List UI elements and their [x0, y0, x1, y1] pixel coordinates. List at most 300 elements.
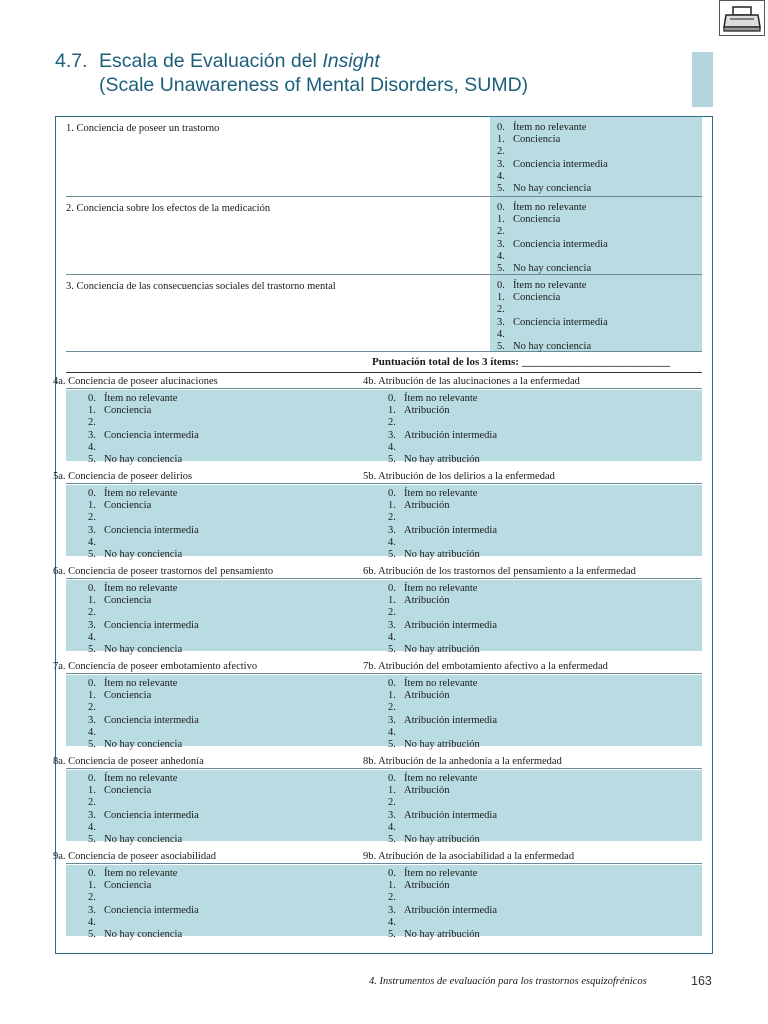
option-label: Atribución intermedia	[404, 904, 498, 916]
option-label: Atribución	[404, 880, 450, 892]
option-label: Atribución	[404, 690, 450, 702]
option-number: 0.	[88, 773, 96, 784]
option-number: 1.	[88, 405, 96, 417]
option-label: No hay atribución	[404, 644, 480, 656]
title-line2: (Scale Unawareness of Mental Disorders, SUMD)	[99, 74, 529, 96]
paired-item-header	[53, 660, 702, 674]
item-row	[66, 117, 702, 197]
option-number: 0.	[497, 122, 505, 133]
option-label: Conciencia intermedia	[104, 714, 199, 726]
option-number: 0.	[388, 393, 396, 404]
option-label: Ítem no relevante	[104, 868, 178, 879]
option-label: Conciencia	[104, 405, 152, 417]
item-row	[66, 275, 702, 352]
paired-item-header	[53, 755, 702, 769]
paired-item-header	[53, 850, 702, 864]
option-label: No hay conciencia	[104, 834, 183, 846]
total-score-row	[66, 352, 702, 373]
option-number: 2.	[388, 512, 396, 524]
option-number: 0.	[497, 280, 505, 291]
option-number: 5.	[388, 739, 396, 751]
attribution-scale	[388, 583, 497, 656]
scale-option	[497, 134, 608, 146]
option-number: 4.	[88, 726, 96, 738]
attribution-label: 6b. Atribución de los trastornos del pensamiento a la enfermedad	[363, 566, 636, 577]
attribution-label: 8b. Atribución de la anhedonía a la enfermedad	[363, 756, 562, 767]
scale-option	[88, 417, 199, 429]
scale-option	[88, 797, 199, 809]
option-number: 3.	[497, 316, 505, 328]
scale-option	[88, 929, 199, 941]
scale-option	[388, 929, 497, 941]
scale-option	[88, 785, 199, 797]
option-label: Ítem no relevante	[513, 202, 587, 213]
option-number: 5.	[497, 263, 505, 275]
scale-option	[88, 442, 199, 454]
scale-option	[388, 512, 497, 524]
scale-option	[88, 644, 199, 656]
scale-option	[88, 393, 199, 405]
option-number: 0.	[88, 678, 96, 689]
item-label: 2. Conciencia sobre los efectos de la medicación	[66, 203, 271, 214]
option-label: No hay conciencia	[513, 341, 592, 353]
paired-item-header	[53, 375, 702, 389]
scale-option	[88, 868, 199, 880]
scale-option	[88, 822, 199, 834]
page-title	[55, 49, 528, 97]
printer-icon	[720, 1, 764, 35]
paired-item-scales	[66, 485, 702, 561]
option-number: 3.	[388, 429, 396, 441]
option-label: Conciencia intermedia	[104, 429, 199, 441]
option-label: Ítem no relevante	[104, 393, 178, 404]
paired-item-block	[53, 375, 702, 466]
scale-option	[388, 917, 497, 929]
scale-option	[88, 537, 199, 549]
scale-option	[497, 317, 608, 329]
option-number: 4.	[88, 631, 96, 643]
scale-option	[88, 773, 199, 785]
option-label: Conciencia intermedia	[513, 316, 608, 328]
option-label: No hay conciencia	[513, 183, 592, 195]
scale-option	[88, 549, 199, 561]
scale-option	[388, 892, 497, 904]
attribution-scale	[388, 488, 497, 561]
option-number: 1.	[388, 785, 396, 797]
option-label: No hay atribución	[404, 454, 480, 466]
scale-option	[388, 549, 497, 561]
paired-item-scales	[66, 675, 702, 751]
option-label: Ítem no relevante	[104, 678, 178, 689]
option-label: No hay conciencia	[513, 263, 592, 275]
option-number: 1.	[88, 595, 96, 607]
scale-option	[497, 183, 608, 195]
scale-option	[388, 632, 497, 644]
option-number: 1.	[388, 500, 396, 512]
option-number: 3.	[88, 714, 96, 726]
option-number: 2.	[497, 226, 505, 238]
option-number: 0.	[388, 583, 396, 594]
option-label: Conciencia	[513, 214, 561, 226]
option-number: 5.	[88, 549, 96, 561]
option-number: 2.	[388, 702, 396, 714]
attribution-label: 5b. Atribución de los delirios a la enfermedad	[363, 471, 555, 482]
item-label: 1. Conciencia de poseer un trastorno	[66, 123, 220, 134]
option-label: Atribución intermedia	[404, 619, 498, 631]
title-number: 4.7.	[55, 50, 88, 72]
option-label: Ítem no relevante	[513, 280, 587, 291]
option-number: 5.	[497, 183, 505, 195]
scale-option	[388, 417, 497, 429]
scale-option	[88, 905, 199, 917]
option-label: Conciencia	[513, 134, 561, 146]
scale-option	[388, 454, 497, 466]
total-score-label: Puntuación total de los 3 ítems: ___________________________	[372, 356, 671, 368]
option-number: 5.	[497, 341, 505, 353]
option-number: 0.	[388, 773, 396, 784]
option-number: 4.	[88, 916, 96, 928]
option-number: 2.	[388, 607, 396, 619]
scale-option	[497, 280, 608, 292]
scale-option	[388, 583, 497, 595]
option-number: 3.	[388, 809, 396, 821]
scale-option	[388, 822, 497, 834]
scale-option	[388, 702, 497, 714]
paired-item-block	[53, 850, 702, 941]
item-scale	[490, 197, 702, 274]
scale-option	[388, 537, 497, 549]
option-number: 1.	[388, 595, 396, 607]
scale-option	[497, 202, 608, 214]
option-number: 4.	[388, 441, 396, 453]
option-number: 3.	[497, 158, 505, 170]
scale-option	[388, 393, 497, 405]
option-number: 0.	[88, 583, 96, 594]
option-number: 5.	[388, 834, 396, 846]
item-scale	[490, 275, 702, 351]
option-number: 4.	[497, 170, 505, 182]
option-number: 1.	[88, 785, 96, 797]
paired-item-scales	[66, 390, 702, 466]
scale-option	[388, 442, 497, 454]
scale-option	[88, 595, 199, 607]
attribution-scale	[388, 393, 497, 466]
scale-option	[388, 644, 497, 656]
title-insight: Insight	[322, 50, 380, 72]
option-label: Conciencia	[104, 880, 152, 892]
scale-option	[497, 329, 608, 341]
scale-option	[88, 607, 199, 619]
option-number: 3.	[88, 524, 96, 536]
scale-option	[88, 880, 199, 892]
item-scale	[490, 117, 702, 196]
scale-option	[388, 525, 497, 537]
scale-option	[88, 620, 199, 632]
option-label: Ítem no relevante	[104, 773, 178, 784]
scale-option	[388, 607, 497, 619]
scale-option	[388, 727, 497, 739]
scale-option	[88, 512, 199, 524]
option-label: Ítem no relevante	[104, 488, 178, 499]
print-button[interactable]	[719, 0, 765, 36]
awareness-label: 6a. Conciencia de poseer trastornos del pensamiento	[53, 566, 274, 577]
option-number: 2.	[88, 797, 96, 809]
scale-option	[497, 304, 608, 316]
option-number: 3.	[497, 238, 505, 250]
option-number: 1.	[497, 214, 505, 226]
option-number: 1.	[88, 500, 96, 512]
option-number: 0.	[497, 202, 505, 213]
awareness-scale	[88, 678, 199, 751]
awareness-label: 9a. Conciencia de poseer asociabilidad	[53, 851, 216, 862]
option-number: 3.	[88, 619, 96, 631]
scale-option	[388, 880, 497, 892]
scale-option	[388, 690, 497, 702]
option-number: 2.	[497, 304, 505, 316]
attribution-scale	[388, 868, 497, 941]
option-label: Ítem no relevante	[404, 868, 478, 879]
awareness-label: 8a. Conciencia de poseer anhedonía	[53, 756, 204, 767]
awareness-label: 5a. Conciencia de poseer delirios	[53, 471, 193, 482]
option-number: 1.	[497, 134, 505, 146]
option-label: Ítem no relevante	[404, 393, 478, 404]
option-number: 0.	[88, 393, 96, 404]
option-number: 2.	[88, 892, 96, 904]
option-number: 1.	[497, 292, 505, 304]
option-label: No hay atribución	[404, 739, 480, 751]
scale-option	[388, 715, 497, 727]
option-label: No hay conciencia	[104, 739, 183, 751]
option-number: 4.	[388, 821, 396, 833]
option-label: Conciencia intermedia	[104, 619, 199, 631]
scale-option	[497, 226, 608, 238]
option-label: Conciencia intermedia	[513, 158, 608, 170]
scale-option	[88, 405, 199, 417]
option-number: 3.	[388, 619, 396, 631]
option-label: Atribución intermedia	[404, 809, 498, 821]
option-number: 0.	[388, 868, 396, 879]
scale-option	[388, 595, 497, 607]
option-label: Atribución intermedia	[404, 524, 498, 536]
scale-option	[497, 251, 608, 263]
scale-option	[388, 430, 497, 442]
scale-option	[497, 263, 608, 275]
scale-option	[497, 239, 608, 251]
scale-option	[88, 702, 199, 714]
option-number: 4.	[497, 328, 505, 340]
attribution-scale	[388, 773, 497, 846]
item-row	[66, 197, 702, 275]
scale-option	[497, 171, 608, 183]
option-label: No hay atribución	[404, 834, 480, 846]
option-number: 1.	[388, 690, 396, 702]
awareness-scale	[88, 393, 199, 466]
awareness-scale	[88, 583, 199, 656]
paired-item-scales	[66, 770, 702, 846]
option-label: Conciencia	[513, 292, 561, 304]
scale-option	[388, 739, 497, 751]
paired-item-scales	[66, 580, 702, 656]
option-label: Atribución	[404, 595, 450, 607]
scale-option	[388, 773, 497, 785]
option-number: 3.	[88, 429, 96, 441]
option-number: 0.	[388, 678, 396, 689]
option-number: 1.	[88, 880, 96, 892]
option-number: 3.	[88, 904, 96, 916]
option-number: 5.	[88, 739, 96, 751]
option-label: Atribución intermedia	[404, 714, 498, 726]
option-label: Conciencia intermedia	[104, 524, 199, 536]
option-number: 2.	[88, 702, 96, 714]
option-label: Ítem no relevante	[404, 773, 478, 784]
paired-item-scales	[66, 865, 702, 941]
option-label: Conciencia	[104, 500, 152, 512]
paired-item-block	[53, 470, 702, 561]
scale-option	[88, 727, 199, 739]
option-label: Ítem no relevante	[404, 583, 478, 594]
option-number: 3.	[388, 524, 396, 536]
option-number: 3.	[388, 904, 396, 916]
option-label: Conciencia intermedia	[104, 809, 199, 821]
option-number: 2.	[88, 512, 96, 524]
option-number: 0.	[88, 488, 96, 499]
option-number: 5.	[88, 929, 96, 941]
option-number: 5.	[388, 454, 396, 466]
attribution-label: 7b. Atribución del embotamiento afectivo a la enfermedad	[363, 661, 608, 672]
scale-option	[88, 690, 199, 702]
option-label: No hay conciencia	[104, 929, 183, 941]
scale-option	[388, 620, 497, 632]
paired-item-header	[53, 470, 702, 484]
option-label: Conciencia	[104, 595, 152, 607]
option-label: No hay conciencia	[104, 454, 183, 466]
option-number: 4.	[388, 916, 396, 928]
scale-option	[88, 678, 199, 690]
scale-option	[88, 583, 199, 595]
option-number: 5.	[88, 644, 96, 656]
option-number: 2.	[497, 146, 505, 158]
option-label: Ítem no relevante	[404, 678, 478, 689]
option-number: 4.	[388, 631, 396, 643]
option-number: 2.	[388, 892, 396, 904]
option-label: Atribución	[404, 785, 450, 797]
awareness-label: 7a. Conciencia de poseer embotamiento afectivo	[53, 661, 258, 672]
scale-option	[497, 159, 608, 171]
awareness-label: 4a. Conciencia de poseer alucinaciones	[53, 376, 218, 387]
option-label: No hay atribución	[404, 549, 480, 561]
scale-option	[88, 488, 199, 500]
scale-option	[388, 488, 497, 500]
scale-option	[88, 430, 199, 442]
scale-option	[88, 739, 199, 751]
option-label: No hay conciencia	[104, 549, 183, 561]
scale-option	[388, 868, 497, 880]
option-number: 1.	[388, 405, 396, 417]
option-number: 4.	[388, 536, 396, 548]
option-number: 4.	[88, 441, 96, 453]
scale-option	[497, 214, 608, 226]
option-label: Atribución	[404, 405, 450, 417]
paired-item-block	[53, 755, 702, 846]
option-number: 2.	[88, 417, 96, 429]
option-label: No hay atribución	[404, 929, 480, 941]
item-label: 3. Conciencia de las consecuencias sociales del trastorno mental	[66, 281, 336, 292]
option-label: Ítem no relevante	[513, 122, 587, 133]
option-number: 5.	[88, 834, 96, 846]
scale-option	[388, 678, 497, 690]
option-label: Atribución	[404, 500, 450, 512]
option-number: 4.	[88, 821, 96, 833]
option-number: 1.	[88, 690, 96, 702]
section-tab	[692, 52, 713, 107]
paired-item-block	[53, 660, 702, 751]
awareness-scale	[88, 868, 199, 941]
scale-option	[88, 834, 199, 846]
scale-option	[88, 525, 199, 537]
awareness-scale	[88, 773, 199, 846]
scale-option	[88, 715, 199, 727]
option-number: 2.	[388, 417, 396, 429]
scale-option	[388, 785, 497, 797]
paired-item-block	[53, 565, 702, 656]
option-number: 4.	[497, 250, 505, 262]
title-line1: Escala de Evaluación del	[99, 50, 323, 72]
scale-option	[388, 405, 497, 417]
attribution-label: 4b. Atribución de las alucinaciones a la enfermedad	[363, 376, 580, 387]
attribution-label: 9b. Atribución de la asociabilidad a la enfermedad	[363, 851, 575, 862]
scale-option	[88, 454, 199, 466]
option-number: 5.	[88, 454, 96, 466]
page-number: 163	[691, 974, 712, 988]
scale-option	[388, 797, 497, 809]
option-number: 0.	[388, 488, 396, 499]
scale-option	[88, 500, 199, 512]
awareness-scale	[88, 488, 199, 561]
scale-option	[88, 917, 199, 929]
scale-option	[88, 632, 199, 644]
option-number: 5.	[388, 549, 396, 561]
scale-option	[388, 810, 497, 822]
scale-option	[388, 500, 497, 512]
scale-option	[88, 892, 199, 904]
option-number: 3.	[388, 714, 396, 726]
option-number: 0.	[88, 868, 96, 879]
scale-option	[388, 905, 497, 917]
scale-option	[497, 146, 608, 158]
scale-option	[388, 834, 497, 846]
option-label: Atribución intermedia	[404, 429, 498, 441]
option-number: 5.	[388, 644, 396, 656]
option-number: 1.	[388, 880, 396, 892]
option-number: 4.	[388, 726, 396, 738]
option-number: 4.	[88, 536, 96, 548]
option-number: 2.	[388, 797, 396, 809]
option-label: Ítem no relevante	[404, 488, 478, 499]
option-label: Ítem no relevante	[104, 583, 178, 594]
scale-option	[497, 292, 608, 304]
option-label: Conciencia intermedia	[104, 904, 199, 916]
option-label: Conciencia	[104, 690, 152, 702]
scale-option	[497, 122, 608, 134]
scale-option	[88, 810, 199, 822]
option-label: No hay conciencia	[104, 644, 183, 656]
footer-text: 4. Instrumentos de evaluación para los trastornos esquizofrénicos	[369, 976, 647, 987]
paired-item-header	[53, 565, 702, 579]
attribution-scale	[388, 678, 497, 751]
option-number: 5.	[388, 929, 396, 941]
option-label: Conciencia	[104, 785, 152, 797]
option-number: 3.	[88, 809, 96, 821]
